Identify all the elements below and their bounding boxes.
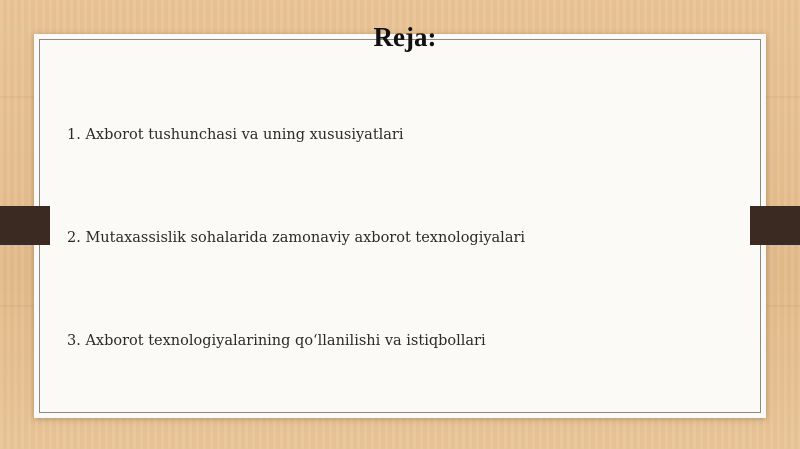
right-tab-decoration: [750, 206, 800, 245]
paper-inner-border: [39, 39, 761, 413]
plan-item-2: 2. Mutaxassislik sohalarida zamonaviy axborot texnologiyalari: [67, 230, 526, 246]
paper-card: [34, 34, 766, 418]
slide-title: Reja:: [373, 22, 437, 52]
left-tab-decoration: [0, 206, 50, 245]
plan-item-3: 3. Axborot texnologiyalarining qo‘llanilishi va istiqbollari: [67, 333, 486, 349]
plan-item-1: 1. Axborot tushunchasi va uning xususiyatlari: [67, 127, 404, 143]
